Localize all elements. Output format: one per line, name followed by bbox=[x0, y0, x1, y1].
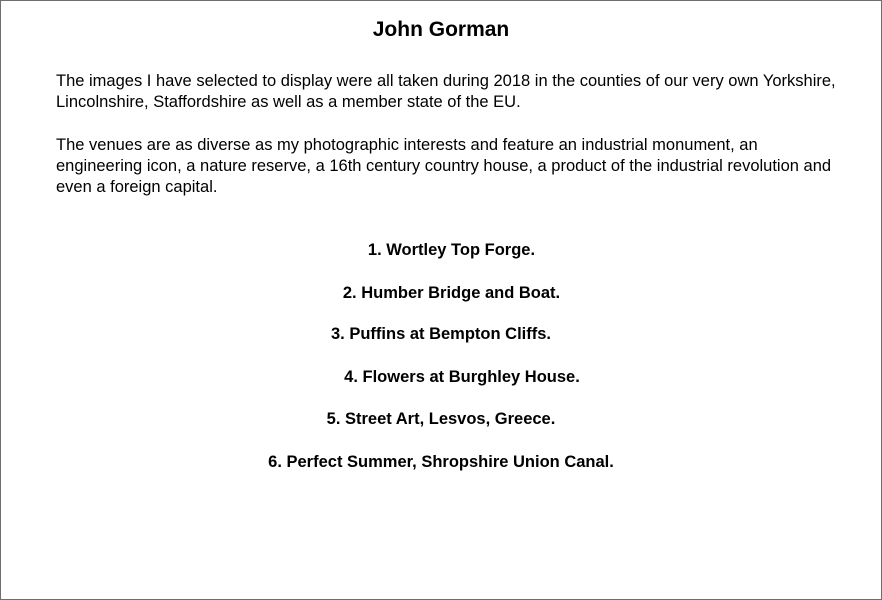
list-item: 3. Puffins at Bempton Cliffs. bbox=[330, 325, 551, 343]
list-item: 6. Perfect Summer, Shropshire Union Canal. bbox=[268, 453, 614, 471]
list-item: 4. Flowers at Burghley House. bbox=[344, 368, 580, 386]
page-title: John Gorman bbox=[372, 18, 510, 41]
intro-paragraph: The images I have selected to display were all taken during 2018 in the counties of our very own Yorkshire, Lincolnshire, Staffordshire as well as a member state of the EU. bbox=[56, 72, 836, 111]
list-item: 2. Humber Bridge and Boat. bbox=[342, 284, 561, 302]
list-item: 5. Street Art, Lesvos, Greece. bbox=[326, 410, 556, 428]
venues-paragraph: The venues are as diverse as my photographic interests and feature an industrial monument, an engineering icon, a nature reserve, a 16th century country house, a product of the industrial revolution and even a foreign capital. bbox=[56, 136, 832, 196]
list-item: 1. Wortley Top Forge. bbox=[367, 241, 536, 259]
